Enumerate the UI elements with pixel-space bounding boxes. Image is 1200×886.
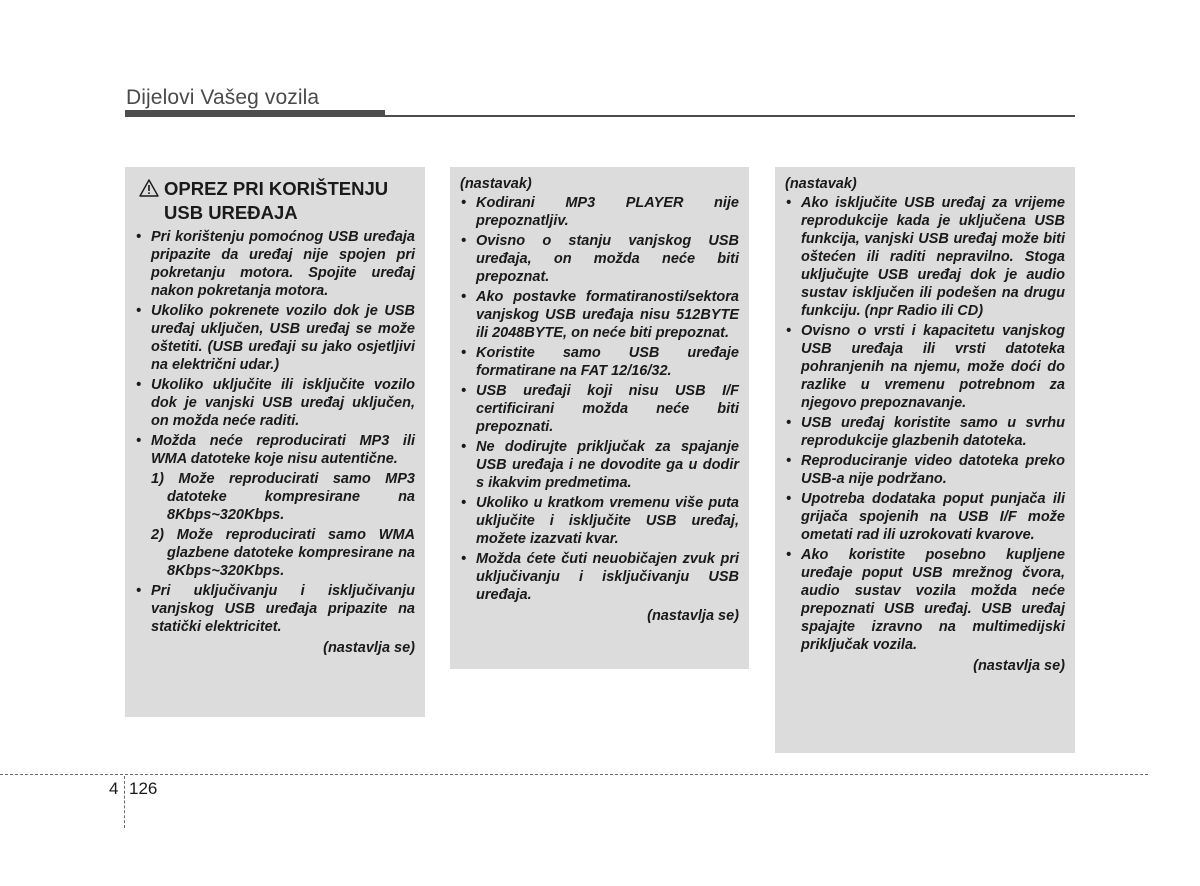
list-item: • Kodirani MP3 PLAYER nije prepoznatljiv. [460,194,739,230]
list-item: • Ovisno o stanju vanjskog USB uređaja, on možda neće biti prepoznat. [460,232,739,286]
list-item: • Ako postavke formatiranosti/sektora vanjskog USB uređaja nisu 512BYTE ili 2048BYTE, on neće biti prepoznat. [460,288,739,342]
header-rule-thick [125,110,385,117]
list-item: • Ne dodirujte priključak za spajanje USB uređaja i ne dovodite ga u dodir s ikakvim predmetima. [460,438,739,492]
continued-note: (nastavak) [785,176,857,192]
page-header-title: Dijelovi Vašeg vozila [126,86,320,109]
caution-list [785,194,1065,654]
sub-list-item: 1) Može reproducirati samo MP3 datoteke kompresirane na 8Kbps~320Kbps. [151,471,415,523]
caution-list-continued [135,582,415,636]
chapter-number: 4 [109,779,119,798]
list-item: • Ako koristite posebno kupljene uređaje poput USB mrežnog čvora, audio sustav vozila možda neće prepoznati USB uređaj. USB uređaj spajajte izravno na multimedijski priključak vozila. [785,546,1065,654]
list-item: • Reproduciranje video datoteka preko USB-a nije podržano. [785,452,1065,488]
caution-list [460,194,739,604]
sub-list-item: 2) Može reproducirati samo WMA glazbene datoteke kompresirane na 8Kbps~320Kbps. [151,527,415,579]
list-item: • Ukoliko u kratkom vremenu više puta uključite i isključite USB uređaj, možete izazvati kvar. [460,494,739,548]
page-number: 126 [129,779,158,798]
list-item: • USB uređaj koristite samo u svrhu reprodukcije glazbenih datoteka. [785,414,1065,450]
caution-title [164,177,388,225]
list-item: • Ukoliko uključite ili isključite vozilo dok je vanjski USB uređaj uključen, on možda neće raditi. [135,376,415,430]
list-item: • Pri uključivanju i isključivanju vanjskog USB uređaja pripazite na statički elektricitet. [135,582,415,636]
caution-title-line-2: USB UREĐAJA [164,202,298,223]
list-item: • Ovisno o vrsti i kapacitetu vanjskog USB uređaja ili vrsti datoteka pohranjenih na njemu, može doći do razlike u vremenu potrebnom za njegovo prepoznavanje. [785,322,1065,412]
list-item: • Upotreba dodataka poput punjača ili grijača spojenih na USB I/F može ometati rad ili uzrokovati kvarove. [785,490,1065,544]
continued-note: (nastavak) [460,176,532,192]
caution-list [135,228,415,468]
continues-note: (nastavlja se) [973,658,1065,674]
list-item: • USB uređaji koji nisu USB I/F certificirani možda neće biti prepoznati. [460,382,739,436]
continues-note: (nastavlja se) [323,640,415,656]
caution-box-column-3 [775,167,1075,753]
caution-box-column-2 [450,167,749,669]
footer-dashed-divider [124,776,125,828]
caution-title-line-1: OPREZ PRI KORIŠTENJU [164,178,389,199]
list-item: • Možda neće reproducirati MP3 ili WMA datoteke koje nisu autentične. [135,432,415,468]
caution-heading [139,177,415,225]
caution-box-column-1 [125,167,425,717]
list-item: • Pri korištenju pomoćnog USB uređaja pripazite da uređaj nije spojen pri pokretanju motora. Spojite uređaj nakon pokretanja motora. [135,228,415,300]
warning-triangle-icon [139,179,159,197]
list-item: • Ukoliko pokrenete vozilo dok je USB uređaj uključen, USB uređaj se može oštetiti. (USB uređaji su jako osjetljivi na električni udar.) [135,302,415,374]
list-item: • Ako isključite USB uređaj za vrijeme reprodukcije kada je uključena USB funkcija, vanjski USB uređaj može biti oštećen ili raditi nepravilno. Stoga uključujte USB uređaj dok je audio sustav isključen ili podešen na drugu funkciju. (npr Radio ili CD) [785,194,1065,320]
header-rule-thin [385,115,1075,117]
continues-note: (nastavlja se) [647,608,739,624]
footer-dashed-rule [0,774,1148,775]
list-item: • Koristite samo USB uređaje formatirane na FAT 12/16/32. [460,344,739,380]
list-item: • Možda ćete čuti neuobičajen zvuk pri uključivanju i isključivanju USB uređaja. [460,550,739,604]
